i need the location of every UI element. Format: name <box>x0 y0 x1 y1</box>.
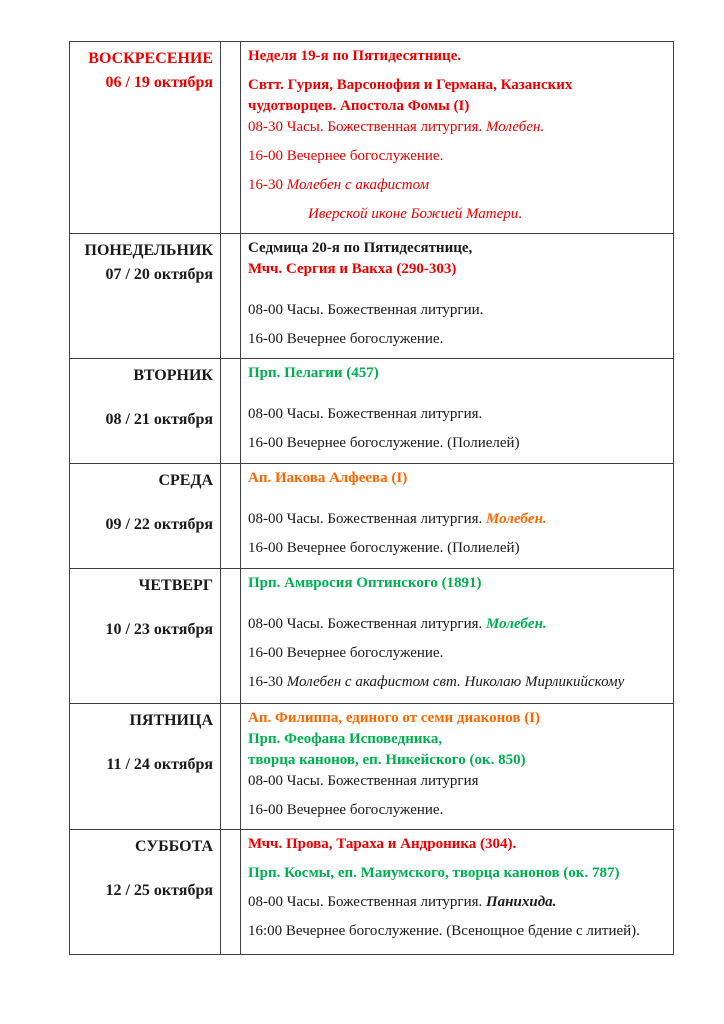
text-segment: Ап. Иакова Алфеева (I) <box>248 470 408 486</box>
text-segment: Молебен. <box>486 616 547 632</box>
text-segment: Седмица 20-я по Пятидесятнице, <box>248 240 473 256</box>
service-line <box>248 643 668 664</box>
text-segment: Мчч. Прова, Тараха и Андроника (304). <box>248 836 517 852</box>
day-text: ПОНЕДЕЛЬНИК <box>84 242 213 259</box>
service-line <box>248 863 668 884</box>
services-cell <box>241 704 674 830</box>
day-cell <box>70 830 221 955</box>
service-line <box>248 800 668 821</box>
text-segment: Иверской иконе Божией Матери <box>308 206 519 222</box>
service-line <box>248 75 668 96</box>
service-line <box>248 834 668 855</box>
day-text: 12 / 25 октября <box>105 882 213 899</box>
service-line <box>248 509 668 530</box>
service-line <box>248 497 668 509</box>
service-line <box>248 538 668 559</box>
text-segment: Молебен с акафистом <box>286 177 430 193</box>
day-text: ЧЕТВЕРГ <box>138 577 213 594</box>
text-segment: 08-00 Часы. Божественная литургия. <box>248 511 487 527</box>
day-spacer <box>72 734 213 752</box>
services-cell <box>241 830 674 955</box>
schedule-row <box>70 830 674 955</box>
spacer-cell <box>221 704 241 830</box>
services-cell <box>241 42 674 234</box>
day-text: СУББОТА <box>134 838 213 855</box>
text-segment: 08-00 Часы. Божественная литургия. <box>248 894 487 910</box>
service-line <box>248 729 668 750</box>
day-text: 06 / 19 октября <box>105 74 213 91</box>
spacer-cell <box>221 359 241 464</box>
text-segment: 08-00 Часы. Божественная литургия. <box>248 406 483 422</box>
text-segment: 08-30 Часы. Божественная литургия. <box>248 119 487 135</box>
text-segment: Молебен. <box>486 511 547 527</box>
service-line <box>248 708 668 729</box>
day-text: 08 / 21 октября <box>105 411 213 428</box>
service-line <box>248 614 668 635</box>
service-line <box>248 46 668 67</box>
service-line <box>248 750 668 771</box>
day-text: 10 / 23 октября <box>105 621 213 638</box>
service-line <box>248 921 668 942</box>
text-segment: Молебен. <box>486 119 545 135</box>
day-text: 07 / 20 октября <box>105 266 213 283</box>
day-text: ВОСКРЕСЕНИЕ <box>88 50 213 67</box>
text-segment: 16-00 Вечернее богослужение. <box>248 645 444 661</box>
spacer-cell <box>221 830 241 955</box>
day-spacer <box>72 494 213 512</box>
text-segment: 16-30 <box>248 674 287 690</box>
text-segment: 16-00 Вечернее богослужение. <box>248 331 444 347</box>
services-cell <box>241 359 674 464</box>
text-segment: . <box>518 206 523 222</box>
schedule-row <box>70 569 674 704</box>
service-line <box>248 238 668 259</box>
spacer-cell <box>221 234 241 359</box>
text-segment: Ап. Филиппа, единого от семи диаконов (I) <box>248 710 541 726</box>
schedule-row <box>70 464 674 569</box>
day-cell <box>70 569 221 704</box>
text-segment: 16-00 Вечернее богослужение. <box>248 148 444 164</box>
text-segment: Неделя 19-я по Пятидесятнице. <box>248 48 462 64</box>
service-line <box>248 329 668 350</box>
text-segment: 16-00 Вечернее богослужение. <box>248 802 444 818</box>
service-line <box>248 672 668 693</box>
day-cell <box>70 42 221 234</box>
service-line <box>248 259 668 280</box>
service-line <box>248 288 668 300</box>
text-segment: творца канонов, еп. Никейского (ок. 850) <box>248 752 526 768</box>
text-segment: чудотворцев. Апостола Фомы (I) <box>248 98 470 114</box>
text-segment: 16-00 Вечернее богослужение. (Полиелей) <box>248 540 520 556</box>
text-segment: Мчч. Сергия и Вакха (290-303) <box>248 261 457 277</box>
text-segment: Молебен с акафистом свт. Николаю Мирликийскому <box>286 674 625 690</box>
service-line <box>248 573 668 594</box>
text-segment: 16-00 Вечернее богослужение. (Полиелей) <box>248 435 520 451</box>
text-segment: 08-00 Часы. Божественная литургия <box>248 773 479 789</box>
day-text: 11 / 24 октября <box>106 756 213 773</box>
text-segment: 08-00 Часы. Божественная литургия. <box>248 616 487 632</box>
service-line <box>248 771 668 792</box>
services-cell <box>241 234 674 359</box>
service-line <box>248 300 668 321</box>
day-text: СРЕДА <box>158 472 213 489</box>
day-spacer <box>72 599 213 617</box>
text-segment: 16:00 Вечернее богослужение. (Всенощное бдение с литией). <box>248 923 640 939</box>
services-cell <box>241 569 674 704</box>
service-line <box>248 468 668 489</box>
text-segment: 16-30 <box>248 177 287 193</box>
services-cell <box>241 464 674 569</box>
schedule-body <box>70 42 674 955</box>
day-cell <box>70 234 221 359</box>
text-segment: Свтт. Гурия, Варсонофия и Германа, Казанских <box>248 77 573 93</box>
day-cell <box>70 464 221 569</box>
text-segment: Прп. Пелагии (457) <box>248 365 379 381</box>
day-text: ПЯТНИЦА <box>129 712 213 729</box>
service-line <box>248 392 668 404</box>
day-text: 09 / 22 октября <box>105 516 213 533</box>
spacer-cell <box>221 464 241 569</box>
service-line <box>248 892 668 913</box>
service-line <box>248 363 668 384</box>
text-segment: 08-00 Часы. Божественная литургии. <box>248 302 484 318</box>
service-line <box>248 96 668 117</box>
service-line <box>248 433 668 454</box>
spacer-cell <box>221 569 241 704</box>
schedule-row <box>70 359 674 464</box>
day-cell <box>70 359 221 464</box>
text-segment: Прп. Амвросия Оптинского (1891) <box>248 575 482 591</box>
service-schedule-table <box>69 41 674 955</box>
spacer-cell <box>221 42 241 234</box>
service-line <box>248 117 668 138</box>
day-spacer <box>72 389 213 407</box>
service-line <box>248 602 668 614</box>
text-segment: Панихида. <box>486 894 557 910</box>
service-line <box>248 404 668 425</box>
text-segment: Прп. Космы, еп. Маиумского, творца канонов (ок. 787) <box>248 865 620 881</box>
schedule-row <box>70 42 674 234</box>
day-cell <box>70 704 221 830</box>
service-line <box>248 204 668 225</box>
day-text: ВТОРНИК <box>133 367 213 384</box>
text-segment: Прп. Феофана Исповедника, <box>248 731 443 747</box>
service-line <box>248 146 668 167</box>
service-line <box>248 175 668 196</box>
schedule-row <box>70 704 674 830</box>
day-spacer <box>72 860 213 878</box>
schedule-row <box>70 234 674 359</box>
